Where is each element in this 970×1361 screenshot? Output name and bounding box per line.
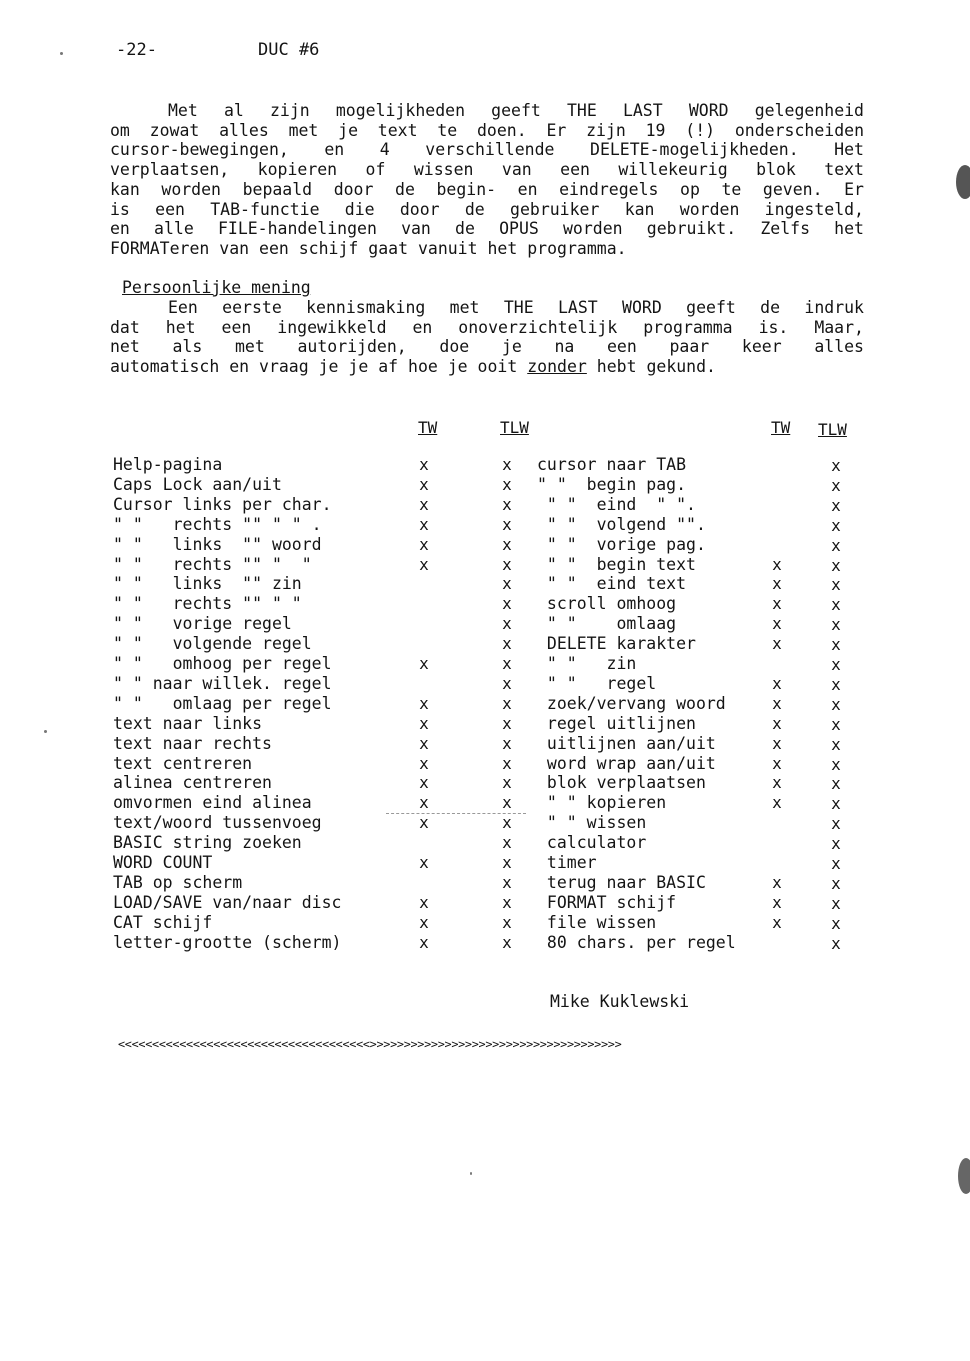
tw-mark-left: x — [419, 474, 429, 494]
opinion-paragraph — [110, 298, 864, 377]
tlw-mark-left: x — [502, 753, 512, 773]
tw-mark-right: x — [772, 673, 782, 693]
tlw-mark-left: x — [502, 853, 512, 872]
tlw-mark-left: x — [502, 654, 512, 673]
opinion-text: automatisch en vraag je je af hoe je ooit — [110, 357, 528, 377]
feature-label-right: regel uitlijnen — [537, 713, 696, 733]
feature-label-left: Caps Lock aan/uit — [113, 474, 282, 494]
tw-mark-right: x — [772, 594, 782, 614]
scan-blot — [956, 165, 970, 199]
feature-label-left: " " omhoog per regel — [113, 654, 332, 673]
tlw-mark-left: x — [502, 574, 512, 594]
feature-label-left: " " naar willek. regel — [113, 673, 332, 693]
tw-mark-right: x — [772, 912, 782, 932]
tlw-mark-right: x — [831, 555, 841, 575]
scan-speck — [60, 52, 63, 55]
page-number: -22- — [116, 40, 157, 60]
opinion-line: dat het een ingewikkeld en onoverzichtelijk programma is. Maar, — [110, 317, 864, 337]
feature-label-left: omvormen eind alinea — [113, 793, 312, 813]
feature-label-left: letter-grootte (scherm) — [113, 932, 342, 952]
tw-mark-left: x — [419, 793, 429, 813]
tw-mark-left: x — [419, 713, 429, 733]
underlined-word: zonder — [527, 357, 587, 377]
tlw-mark-left: x — [502, 634, 512, 654]
tw-mark-left: x — [419, 494, 429, 514]
tlw-mark-right: x — [831, 933, 841, 953]
tw-mark-left: x — [419, 853, 429, 872]
tlw-mark-right: x — [831, 674, 841, 694]
tlw-mark-right: x — [831, 635, 841, 655]
tlw-mark-left: x — [502, 554, 512, 574]
feature-label-left: text centreren — [113, 753, 253, 773]
feature-label-left: " " vorige regel — [113, 614, 292, 634]
feature-label-left: Cursor links per char. — [113, 494, 332, 514]
feature-label-left: " " omlaag per regel — [113, 693, 332, 713]
feature-label-right: " " begin pag. — [537, 474, 687, 494]
feature-label-right: " " begin text — [537, 554, 696, 574]
scan-speck — [470, 1172, 472, 1175]
tlw-mark-left: x — [502, 733, 512, 753]
tw-mark-right: x — [772, 733, 782, 753]
tlw-mark-right: x — [831, 655, 841, 674]
tw-mark-right: x — [772, 892, 782, 912]
feature-label-right: DELETE karakter — [537, 634, 696, 654]
tlw-mark-right: x — [831, 854, 841, 873]
tlw-mark-right: x — [831, 615, 841, 635]
opinion-line: Een eerste kennismaking met THE LAST WORD geeft de indruk — [168, 298, 864, 317]
intro-line: Met al zijn mogelijkheden geeft THE LAST WORD gelegenheid — [168, 101, 864, 120]
feature-label-left: alinea centreren — [113, 773, 272, 793]
feature-label-left: " " volgende regel — [113, 634, 312, 654]
tlw-mark-right: x — [831, 515, 841, 535]
feature-label-left: LOAD/SAVE van/naar disc — [113, 892, 342, 912]
scan-dash — [386, 813, 526, 814]
scan-speck — [44, 730, 47, 733]
tlw-mark-right: x — [831, 814, 841, 834]
feature-label-left: CAT schijf — [113, 912, 213, 932]
tw-mark-right: x — [772, 713, 782, 733]
feature-label-left: " " rechts "" " " — [113, 594, 302, 614]
tlw-mark-left: x — [502, 773, 512, 793]
tlw-mark-left: x — [502, 833, 512, 853]
feature-label-right: " " volgend "". — [537, 514, 706, 534]
tw-mark-left: x — [419, 753, 429, 773]
tlw-mark-right: x — [831, 714, 841, 734]
tlw-mark-left: x — [502, 594, 512, 614]
tlw-mark-right: x — [831, 794, 841, 814]
tw-mark-right: x — [772, 773, 782, 793]
tlw-mark-right: x — [831, 834, 841, 854]
tlw-mark-left: x — [502, 614, 512, 634]
tw-mark-right: x — [772, 753, 782, 773]
tw-mark-left: x — [419, 733, 429, 753]
scan-blot — [958, 1158, 970, 1194]
feature-label-left: Help-pagina — [113, 455, 223, 474]
feature-label-right: blok verplaatsen — [537, 773, 706, 793]
tlw-mark-left: x — [502, 872, 512, 892]
tlw-mark-right: x — [831, 475, 841, 495]
feature-label-left: " " rechts "" " " . — [113, 514, 322, 534]
feature-label-left: " " links "" woord — [113, 534, 322, 554]
feature-label-left: TAB op scherm — [113, 872, 243, 892]
feature-label-left: " " links "" zin — [113, 574, 302, 594]
feature-label-right: file wissen — [537, 912, 657, 932]
feature-label-right: calculator — [537, 833, 647, 853]
tlw-mark-right: x — [831, 495, 841, 515]
tlw-mark-left: x — [502, 713, 512, 733]
feature-label-right: terug naar BASIC — [537, 872, 706, 892]
feature-label-right: zoek/vervang woord — [537, 693, 726, 713]
feature-label-right: uitlijnen aan/uit — [537, 733, 716, 753]
divider-line: <<<<<<<<<<<<<<<<<<<<<<<<<<<<<<<<<<<<<>>>>>>>>>>>>>>>>>>>>>>>>>>>>>>>>>>>>> — [118, 1037, 622, 1051]
tw-mark-left: x — [419, 932, 429, 952]
tw-mark-right: x — [772, 872, 782, 892]
tw-mark-right: x — [772, 554, 782, 574]
tw-mark-left: x — [419, 534, 429, 554]
intro-line: verplaatsen, kopieren of wissen van een willekeurig blok text — [110, 160, 864, 180]
feature-label-right: cursor naar TAB — [537, 455, 687, 474]
feature-label-right: " " wissen — [537, 813, 647, 833]
tlw-mark-right: x — [831, 893, 841, 913]
tlw-mark-right: x — [831, 913, 841, 933]
feature-label-left: text naar links — [113, 713, 263, 733]
feature-label-right: FORMAT schijf — [537, 892, 677, 912]
opinion-text: hebt gekund. — [586, 357, 716, 377]
feature-label-right: " " omlaag — [537, 614, 677, 634]
intro-line: kan worden bepaald door de begin- en eindregels op te geven. Er — [110, 179, 864, 199]
tw-mark-left: x — [419, 455, 429, 474]
tlw-mark-left: x — [502, 892, 512, 912]
tw-mark-left: x — [419, 912, 429, 932]
issue-label: DUC #6 — [258, 40, 320, 60]
feature-label-right: scroll omhoog — [537, 594, 677, 614]
feature-label-left: text naar rechts — [113, 733, 272, 753]
header-tlw-right: TLW — [818, 420, 847, 439]
tw-mark-left: x — [419, 813, 429, 833]
feature-label-right: " " eind " ". — [537, 494, 696, 514]
feature-label-right: timer — [537, 853, 597, 872]
opinion-last-line — [110, 357, 864, 377]
tw-mark-left: x — [419, 514, 429, 534]
tlw-mark-left: x — [502, 494, 512, 514]
tw-mark-right: x — [772, 574, 782, 594]
tlw-mark-left: x — [502, 514, 512, 534]
header-tw-right: TW — [771, 418, 791, 437]
tw-mark-left: x — [419, 554, 429, 574]
tlw-mark-left: x — [502, 813, 512, 833]
intro-paragraph — [110, 101, 864, 259]
tlw-mark-left: x — [502, 455, 512, 474]
intro-line: FORMATeren van een schijf gaat vanuit het programma. — [110, 238, 627, 258]
tw-mark-left: x — [419, 773, 429, 793]
tlw-mark-left: x — [502, 912, 512, 932]
feature-label-right: " " regel — [537, 673, 657, 693]
tlw-mark-left: x — [502, 693, 512, 713]
feature-label-right: " " zin — [537, 654, 637, 673]
tlw-mark-left: x — [502, 793, 512, 813]
tlw-mark-right: x — [831, 456, 841, 475]
opinion-heading: Persoonlijke mening — [122, 278, 311, 297]
tlw-mark-right: x — [831, 774, 841, 794]
tlw-mark-right: x — [831, 754, 841, 774]
signature: Mike Kuklewski — [550, 992, 690, 1011]
feature-label-right: " " vorige pag. — [537, 534, 706, 554]
feature-label-right: 80 chars. per regel — [537, 932, 736, 952]
tlw-mark-right: x — [831, 535, 841, 555]
header-tlw-left: TLW — [500, 418, 529, 437]
tlw-mark-left: x — [502, 932, 512, 952]
tw-mark-left: x — [419, 892, 429, 912]
tw-mark-right: x — [772, 793, 782, 813]
intro-line: om zowat alles met je text te doen. Er zijn 19 (!) onderscheiden — [110, 120, 864, 140]
feature-label-left: WORD COUNT — [113, 853, 213, 872]
feature-label-right: " " eind text — [537, 574, 687, 594]
feature-label-left: BASIC string zoeken — [113, 833, 302, 853]
tw-mark-left: x — [419, 693, 429, 713]
opinion-line: net als met autorijden, doe je na een paar keer alles — [110, 337, 864, 357]
intro-line: en alle FILE-handelingen van de OPUS worden gebruikt. Zelfs het — [110, 219, 864, 239]
tlw-mark-right: x — [831, 694, 841, 714]
tw-mark-right: x — [772, 693, 782, 713]
intro-line: cursor-bewegingen, en 4 verschillende DELETE-mogelijkheden. Het — [110, 140, 864, 160]
feature-label-left: text/woord tussenvoeg — [113, 813, 322, 833]
header-tw-left: TW — [418, 418, 438, 437]
tw-mark-right: x — [772, 614, 782, 634]
feature-label-right: " " kopieren — [537, 793, 667, 813]
tlw-mark-left: x — [502, 534, 512, 554]
tlw-mark-left: x — [502, 673, 512, 693]
intro-line: is een TAB-functie die door de gebruiker kan worden ingesteld, — [110, 199, 864, 219]
tlw-mark-right: x — [831, 575, 841, 595]
tw-mark-right: x — [772, 634, 782, 654]
tlw-mark-right: x — [831, 595, 841, 615]
tlw-mark-left: x — [502, 474, 512, 494]
tlw-mark-right: x — [831, 734, 841, 754]
feature-label-left: " " rechts "" " " — [113, 554, 312, 574]
tw-mark-left: x — [419, 654, 429, 673]
feature-label-right: word wrap aan/uit — [537, 753, 716, 773]
tlw-mark-right: x — [831, 873, 841, 893]
